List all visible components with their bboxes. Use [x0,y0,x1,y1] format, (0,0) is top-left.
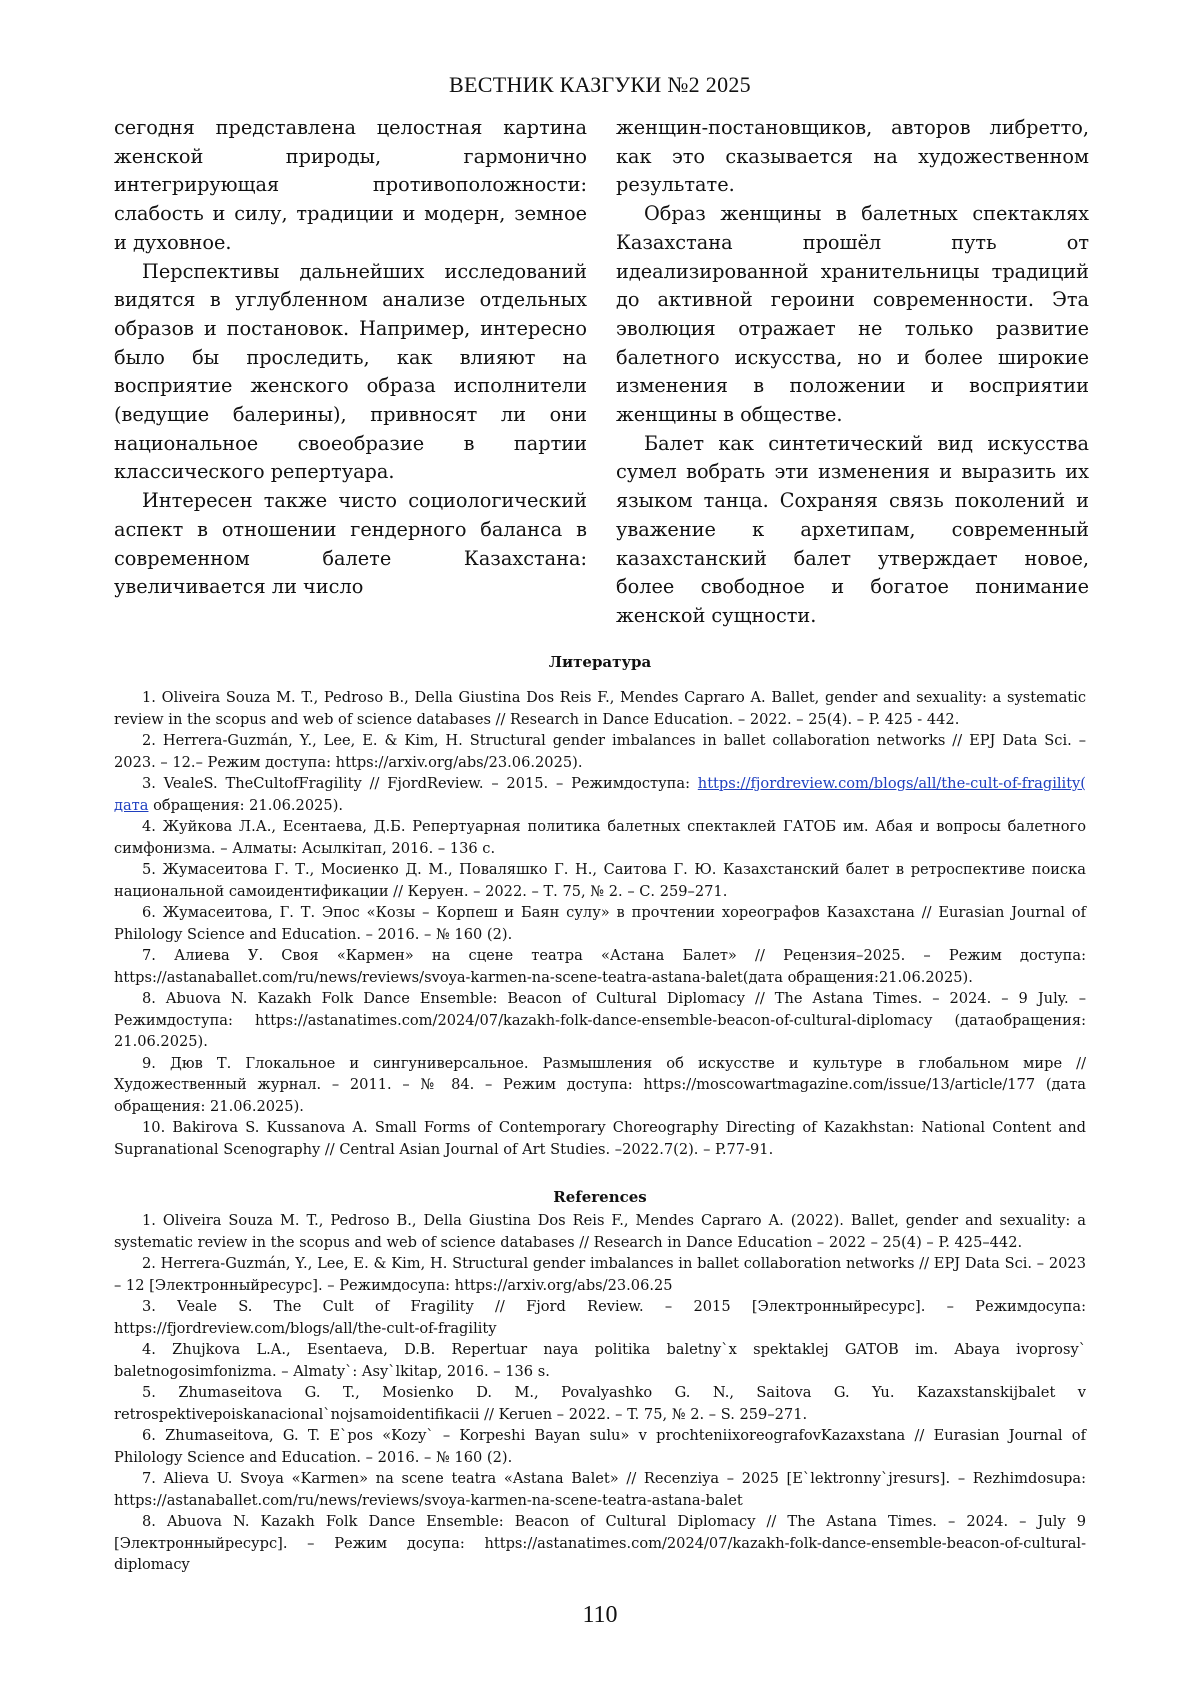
reference-item: 8. Abuova N. Kazakh Folk Dance Ensemble: Beacon of Cultural Diplomacy // The Astana Times. – 2024. – 9 July. – Режимдоступа: https://astanatimes.com/2024/07/kazakh-folk-dance-ensemble-beacon-of-cultural-diplomacy (датаобращения: 21.06.2025). [114,990,1086,1050]
reference-item: 1. Oliveira Souza M. T., Pedroso B., Della Giustina Dos Reis F., Mendes Capraro A. Ballet, gender and sexuality: a systematic review in the scopus and web of science databases // Research in Dance Education. – 2022. – 25(4). – P. 425 - 442. [114,689,1086,728]
running-header: ВЕСТНИК КАЗГУКИ №2 2025 [449,72,751,97]
reference-item: 2. Herrera-Guzmán, Y., Lee, E. & Kim, H. Structural gender imbalances in ballet collaboration networks // EPJ Data Sci. – 2023 – 12 [Электронныйресурс]. – Режимдосупа: https://arxiv.org/abs/23.06.25 [114,1255,1086,1294]
body-paragraph: Образ женщины в балетных спектаклях Казахстана прошёл путь от идеализированной хранительницы традиций до активной героини современности. Эта эволюция отражает не только развитие балетного искусства, но и более широкие изменения в положении и восприятии женщины в обществе. [616,202,1089,427]
reference-item: 2. Herrera-Guzmán, Y., Lee, E. & Kim, H. Structural gender imbalances in ballet collaboration networks // EPJ Data Sci. – 2023. – 12.– Режим доступа: https://arxiv.org/abs/23.06.2025). [114,732,1086,771]
body-paragraph: женщин-постановщиков, авторов либретто, как это сказывается на художественном результате. [616,116,1089,197]
reference-item: 9. Дюв Т. Глокальное и сингуниверсальное. Размышления об искусстве и культуре в глобальном мире // Художественный журнал. – 2011. – № 84. – Режим доступа: https://moscowartmagazine.com/issue/13/article/177 (дата обращения: 21.06.2025). [114,1054,1086,1115]
reference-item: 4. Zhujkova L.A., Esentaeva, D.B. Repertuar naya politika baletny`x spektaklej GATOB im. Abaya ivoprosy` baletnogosimfonizma. – Almaty`: Asy`lkitap, 2016. – 136 s. [114,1341,1086,1380]
reference-item: 8. Abuova N. Kazakh Folk Dance Ensemble: Beacon of Cultural Diplomacy // The Astana Times. – 2024. – July 9 [Электронныйресурс]. – Режим досупа: https://astanatimes.com/2024/07/kazakh-folk-dance-ensemble-beacon-of-cultural-diplomacy [114,1513,1086,1573]
reference-text: 3. VealeS. TheCultofFragility // FjordReview. – 2015. – Режимдоступа: [142,775,698,792]
reference-item: 10. Bakirova S. Kussanova A. Small Forms of Contemporary Choreography Directing of Kazakhstan: National Content and Supranational Scenography // Central Asian Journal of Art Studies. –2022.7(2). – P.77-91. [114,1119,1086,1158]
fjord-review-link[interactable]: https://fjordreview.com/blogs/all/the-cult-of-fragility( дата [114,775,1086,814]
reference-item: 7. Алиева У. Своя «Кармен» на сцене театра «Астана Балет» // Рецензия–2025. – Режим доступа: https://astanaballet.com/ru/news/reviews/svoya-karmen-na-scene-teatra-astana-balet(дата обращения:21.06.2025). [114,947,1086,986]
body-paragraph: сегодня представлена целостная картина женской природы, гармонично интегрирующая противоположности: слабость и силу, традиции и модерн, земное и духовное. [114,116,587,254]
page-number: 110 [582,1602,618,1628]
reference-item: 4. Жуйкова Л.А., Есентаева, Д.Б. Репертуарная политика балетных спектаклей ГАТОБ им. Абая и вопросы балетного симфонизма. – Алматы: Асылкітап, 2016. – 136 с. [114,818,1086,857]
reference-item: 6. Жумасеитова, Г. Т. Эпос «Козы – Корпеш и Баян сулу» в прочтении хореографов Казахстана // Eurasian Journal of Philology Science and Education. – 2016. – № 160 (2). [114,904,1086,943]
literature-section [114,652,1086,1160]
reference-item [114,773,1086,816]
body-paragraph: Перспективы дальнейших исследований видятся в углубленном анализе отдельных образов и постановок. Например, интересно было бы проследить, как влияют на восприятие женского образа исполнители (ведущие балерины), привносят ли они национальное своеобразие в партии классического репертуара. [114,259,587,484]
body-paragraph: Интересен также чисто социологический аспект в отношении гендерного баланса в современном балете Казахстана: увеличивается ли число [114,489,587,599]
references-heading: References [553,1188,647,1206]
right-column [616,114,1089,631]
left-column [114,114,587,602]
reference-item: 5. Zhumaseitova G. T., Mosienko D. M., Povalyashko G. N., Saitova G. Yu. Kazaxstanskijbalet v retrospektivepoiskanacional`nojsamoidentifikacii // Keruen – 2022. – T. 75, № 2. – S. 259–271. [114,1384,1086,1423]
reference-item: 5. Жумасеитова Г. Т., Мосиенко Д. М., Поваляшко Г. Н., Саитова Г. Ю. Казахстанский балет в ретроспективе поиска национальной самоидентификации // Керуен. – 2022. – Т. 75, № 2. – С. 259–271. [114,861,1086,900]
reference-text: обращения: 21.06.2025). [148,796,344,814]
reference-item: 1. Oliveira Souza M. T., Pedroso B., Della Giustina Dos Reis F., Mendes Capraro A. (2022). Ballet, gender and sexuality: a systematic review in the scopus and web of science databases // Research in Dance Education – 2022 – 25(4) – P. 425–442. [114,1212,1086,1251]
reference-item: 6. Zhumaseitova, G. T. E`pos «Kozy` – Korpeshi Bayan sulu» v prochteniixoreografovKazaxstana // Eurasian Journal of Philology Science and Education. – 2016. – № 160 (2). [114,1427,1086,1466]
body-paragraph: Балет как синтетический вид искусства сумел вобрать эти изменения и выразить их языком танца. Сохраняя связь поколений и уважение к архетипам, современный казахстанский балет утверждает новое, более свободное и богатое понимание женской сущности. [616,431,1089,627]
literature-heading: Литература [548,653,652,671]
reference-item: 3. Veale S. The Cult of Fragility // Fjord Review. – 2015 [Электронныйресурс]. – Режимдосупа: https://fjordreview.com/blogs/all/the-cult-of-fragility [114,1298,1086,1337]
reference-item: 7. Alieva U. Svoya «Karmen» na scene teatra «Astana Balet» // Recenziya – 2025 [E`lektronny`jresurs]. – Rezhimdosupa: https://astanaballet.com/ru/news/reviews/svoya-karmen-na-scene-teatra-astana-balet [114,1470,1086,1509]
references-section [114,1187,1086,1576]
